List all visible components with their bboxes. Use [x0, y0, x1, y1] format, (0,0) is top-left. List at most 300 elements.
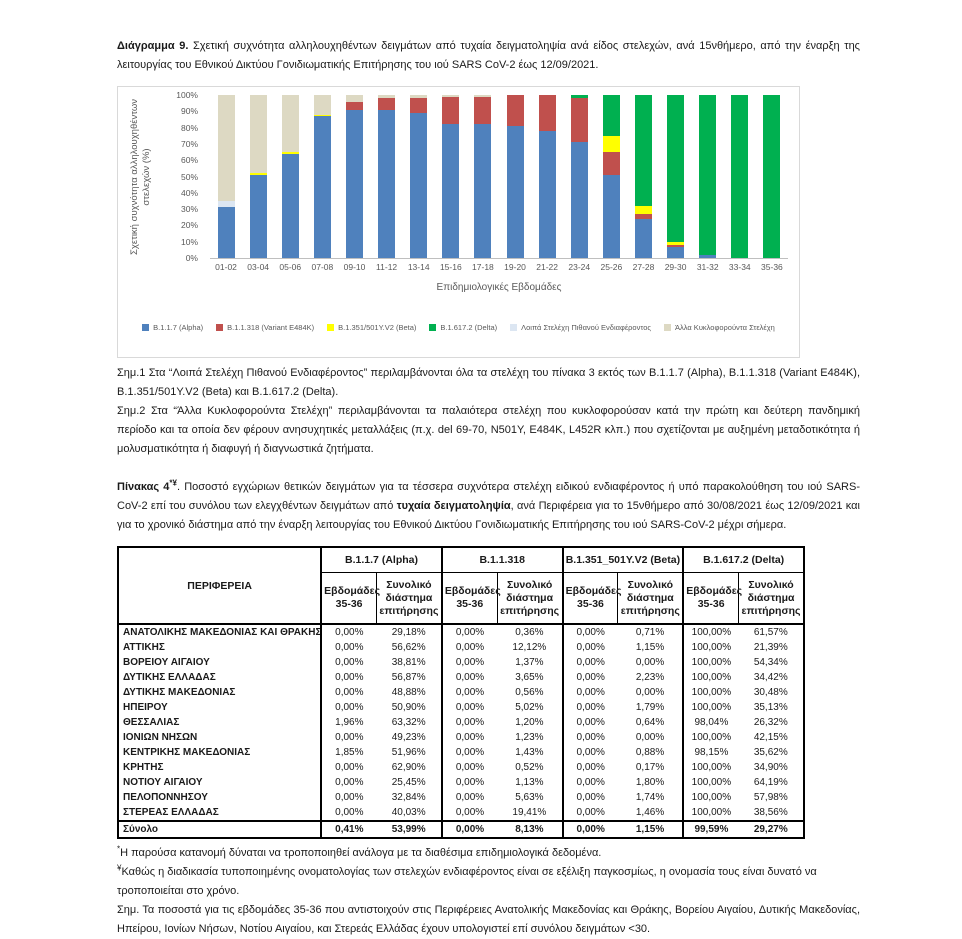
x-tick-label: 21-22 [536, 262, 559, 272]
bar-segment [250, 175, 267, 258]
bar-segment [635, 206, 652, 214]
region-cell: ΑΤΤΙΚΗΣ [123, 642, 165, 653]
stacked-bar-05-06 [282, 95, 299, 258]
bar-segment [474, 124, 491, 258]
table-row [118, 745, 804, 760]
table-row [118, 730, 804, 745]
value-cell: 0,00% [442, 640, 497, 655]
stacked-bar-35-36 [763, 95, 780, 258]
value-cell: 62,90% [391, 762, 426, 773]
legend-swatch [429, 324, 436, 331]
bar-segment [539, 95, 556, 131]
value-cell: 0,00% [442, 624, 497, 640]
table-row [118, 624, 804, 640]
value-cell: 0,00% [321, 685, 376, 700]
legend-label: Άλλα Κυκλοφορούντα Στελέχη [675, 323, 775, 332]
table-row [118, 760, 804, 775]
region-cell: ΘΕΣΣΑΛΙΑΣ [123, 717, 180, 728]
value-cell: 0,00% [321, 700, 376, 715]
figure-note-2: Σημ.2 Στα “Άλλα Κυκλοφορούντα Στελέχη” περιλαμβάνονται τα παλαιότερα στελέχη που κυκλοφορούσαν κατά την πρώτη και δεύτερη πανδημική περίοδο και τα οποία δεν φέρουν ανησυχητικές μεταλλάξεις (π.χ. del 69-70, N501Y, E484K, L452R κλπ.) που σχετίζονται με αυξημένη μεταδοτικότητα ή μολυσματικότητα ή διαφυγή ή διαγνωστικά ζητήματα. [117, 405, 860, 455]
bar-slot-11-12 [371, 95, 403, 258]
value-cell: 0,00% [321, 640, 376, 655]
footnote-note: Σημ. Τα ποσοστά για τις εβδομάδες 35-36 που αντιστοιχούν στις Περιφέρειες Ανατολικής Μακεδονίας και Θράκης, Βορείου Αιγαίου, Δυτικής Μακεδονίας, Ηπείρου, Ιονίων Νήσων, Νοτίου Αιγαίου, και Στερεάς Ελλάδας έχουν υπολογιστεί επί συνόλου δειγμάτων <30. [117, 904, 860, 935]
regions-variants-table [117, 546, 805, 839]
value-cell: 0,64% [635, 717, 665, 728]
region-cell: ΠΕΛΟΠΟΝΝΗΣΟΥ [123, 792, 208, 803]
value-cell: 98,15% [683, 745, 738, 760]
bar-segment [218, 207, 235, 258]
value-cell: 34,90% [753, 762, 788, 773]
bar-slot-15-16 [435, 95, 467, 258]
value-cell: 26,32% [753, 717, 788, 728]
value-cell: 12,12% [512, 642, 547, 653]
table-caption-sup: *¥ [169, 478, 177, 488]
value-cell: 0,00% [563, 790, 618, 805]
value-cell: 0,00% [442, 805, 497, 821]
value-cell: 0,00% [442, 685, 497, 700]
value-cell: 0,00% [635, 732, 665, 743]
value-cell: 42,15% [753, 732, 788, 743]
value-cell: 29,18% [391, 627, 426, 638]
bar-segment [346, 110, 363, 258]
x-tick-label: 31-32 [696, 262, 719, 272]
value-cell: 100,00% [683, 700, 738, 715]
table-caption [117, 478, 860, 535]
legend-item [216, 323, 314, 332]
value-cell: 0,00% [563, 655, 618, 670]
stacked-bar-15-16 [442, 95, 459, 258]
stacked-bar-27-28 [635, 95, 652, 258]
legend-item [142, 323, 203, 332]
value-cell: 40,03% [391, 807, 426, 818]
bar-segment [442, 97, 459, 125]
value-cell: 0,00% [442, 670, 497, 685]
value-cell: 0,17% [635, 762, 665, 773]
bar-slot-09-10 [338, 95, 370, 258]
bar-slot-07-08 [306, 95, 338, 258]
value-cell: 64,19% [753, 777, 788, 788]
stacked-bar-31-32 [699, 95, 716, 258]
y-tick-label: 90% [180, 106, 198, 117]
footnotes [117, 844, 860, 939]
x-tick-label: 09-10 [343, 262, 366, 272]
bar-segment [474, 97, 491, 125]
x-tick-label: 19-20 [504, 262, 526, 272]
bar-slot-03-04 [242, 95, 274, 258]
legend-label: B.1.1.318 (Variant E484K) [227, 323, 315, 332]
x-tick-label: 35-36 [761, 262, 783, 272]
value-cell: 0,00% [442, 821, 497, 838]
value-cell: 100,00% [683, 655, 738, 670]
bar-slot-23-24 [563, 95, 595, 258]
value-cell: 100,00% [683, 760, 738, 775]
bar-segment [603, 136, 620, 152]
legend-swatch [664, 324, 671, 331]
value-cell: 0,00% [442, 790, 497, 805]
table-row [118, 685, 804, 700]
bar-segment [218, 95, 235, 201]
x-tick-label: 05-06 [279, 262, 302, 272]
bar-segment [635, 219, 652, 258]
x-tick-label: 23-24 [568, 262, 591, 272]
value-cell: 56,62% [391, 642, 426, 653]
y-tick-label: 0% [185, 253, 198, 263]
value-cell: 1,37% [515, 657, 544, 668]
bar-segment [603, 95, 620, 136]
value-cell: 100,00% [683, 640, 738, 655]
value-cell: 35,62% [753, 747, 788, 758]
stacked-bar-03-04 [250, 95, 267, 258]
stacked-bar-17-18 [474, 95, 491, 258]
value-cell: 0,00% [321, 805, 376, 821]
bar-segment [763, 95, 780, 258]
bar-slot-35-36 [756, 95, 788, 258]
subheader-total-period: Συνολικό διάστημα επιτήρησης [376, 573, 441, 625]
stacked-bar-09-10 [346, 95, 363, 258]
value-cell: 0,00% [321, 790, 376, 805]
x-tick-label: 01-02 [215, 262, 237, 272]
subheader-total-period: Συνολικό διάστημα επιτήρησης [739, 573, 804, 625]
value-cell: 0,00% [442, 730, 497, 745]
subheader-weeks: Εβδομάδες 35-36 [442, 573, 497, 625]
value-cell: 54,34% [753, 657, 788, 668]
figure-caption-text: Σχετική συχνότητα αλληλουχηθέντων δειγμάτων από τυχαία δειγματοληψία ανά είδος στελεχών, ανά 15νθήμερο, από την έναρξη της λειτουργίας του Εθνικού Δικτύου Γονιδιωματικής Επιτήρησης του ιού SARS CoV-2 έως 12/09/2021. [117, 40, 860, 71]
bar-slot-19-20 [499, 95, 531, 258]
bar-segment [571, 98, 588, 142]
value-cell: 0,88% [635, 747, 665, 758]
subheader-weeks: Εβδομάδες 35-36 [683, 573, 738, 625]
region-cell: ΣΤΕΡΕΑΣ ΕΛΛΑΔΑΣ [123, 807, 219, 818]
bar-slot-25-26 [595, 95, 627, 258]
subheader-weeks: Εβδομάδες 35-36 [563, 573, 618, 625]
table-total-row [118, 821, 804, 838]
value-cell: 1,15% [618, 821, 683, 838]
value-cell: 0,00% [563, 715, 618, 730]
value-cell: 63,32% [391, 717, 426, 728]
stacked-bar-11-12 [378, 95, 395, 258]
table-row [118, 775, 804, 790]
value-cell: 0,00% [321, 730, 376, 745]
value-cell: 0,00% [635, 657, 665, 668]
footnote-asterisk-marker: * [117, 844, 121, 854]
bar-segment [314, 95, 331, 115]
y-tick-label: 60% [180, 155, 198, 166]
table-row [118, 790, 804, 805]
y-tick-label: 50% [180, 171, 198, 182]
value-cell: 0,00% [442, 745, 497, 760]
bar-segment [699, 255, 716, 258]
x-tick-label: 15-16 [439, 262, 462, 272]
value-cell: 1,46% [635, 807, 665, 818]
bar-segment [442, 124, 459, 258]
legend-swatch [142, 324, 149, 331]
value-cell: 0,56% [515, 687, 544, 698]
plot-area [210, 95, 788, 259]
value-cell: 38,81% [391, 657, 426, 668]
bar-segment [731, 95, 748, 258]
y-tick-label: 30% [180, 204, 198, 215]
value-cell: 0,00% [321, 760, 376, 775]
region-cell: ΚΕΝΤΡΙΚΗΣ ΜΑΚΕΔΟΝΙΑΣ [123, 747, 251, 758]
x-tick-label: 25-26 [600, 262, 623, 272]
x-tick-label: 11-12 [376, 262, 398, 272]
bar-slot-01-02 [210, 95, 242, 258]
value-cell: 3,65% [515, 672, 544, 683]
legend-label: Λοιπά Στελέχη Πιθανού Ενδιαφέροντος [521, 323, 651, 332]
value-cell: 0,00% [321, 655, 376, 670]
bar-slot-31-32 [692, 95, 724, 258]
table-caption-label: Πίνακας 4 [117, 481, 170, 493]
table-row [118, 700, 804, 715]
table-body [118, 624, 804, 838]
value-cell: 0,00% [563, 730, 618, 745]
y-tick-label: 100% [176, 90, 198, 100]
bar-slot-05-06 [274, 95, 306, 258]
value-cell: 0,41% [321, 821, 376, 838]
footnote-yen [117, 863, 860, 901]
stacked-bar-13-14 [410, 95, 427, 258]
legend-item [664, 323, 775, 332]
group-header-alpha: B.1.1.7 (Alpha) [321, 547, 442, 573]
value-cell: 0,00% [442, 700, 497, 715]
x-tick-label: 17-18 [472, 262, 494, 272]
value-cell: 0,00% [321, 624, 376, 640]
legend-item [429, 323, 497, 332]
bar-segment [667, 95, 684, 242]
value-cell: 49,23% [391, 732, 426, 743]
x-tick-label: 27-28 [632, 262, 655, 272]
value-cell: 61,57% [753, 627, 788, 638]
table-caption-text-2: , ανά Περιφέρεια για το 15νθήμερο από 30/08/2021 έως 12/09/2021 και για το χρονικό διάστημα από την έναρξη λειτουργίας του Εθνικού Δικτύου Γονιδιωματικής Επιτήρησης του ιού SARS-CoV-2 μέχρι σήμερα. [117, 500, 860, 531]
value-cell: 0,00% [442, 715, 497, 730]
table-row [118, 670, 804, 685]
bar-segment [603, 152, 620, 175]
value-cell: 1,23% [515, 732, 544, 743]
value-cell: 57,98% [753, 792, 788, 803]
bar-segment [378, 98, 395, 109]
value-cell: 48,88% [391, 687, 426, 698]
bar-segment [571, 142, 588, 258]
value-cell: 0,00% [321, 670, 376, 685]
subheader-total-period: Συνολικό διάστημα επιτήρησης [497, 573, 562, 625]
bar-slot-13-14 [403, 95, 435, 258]
legend-swatch [327, 324, 334, 331]
footnote-asterisk-text: Η παρούσα κατανομή δύναται να τροποποιηθεί ανάλογα με τα διαθέσιμα επιδημιολογικά δεδομένα. [120, 847, 602, 859]
bar-slot-17-18 [467, 95, 499, 258]
value-cell: 0,00% [563, 685, 618, 700]
y-tick-label: 40% [180, 187, 198, 198]
bar-segment [507, 95, 524, 126]
stacked-bar-07-08 [314, 95, 331, 258]
bar-slot-21-22 [531, 95, 563, 258]
bar-segment [250, 95, 267, 173]
bar-segment [635, 95, 652, 206]
bar-segment [346, 102, 363, 110]
region-cell: ΗΠΕΙΡΟΥ [123, 702, 168, 713]
bar-segment [539, 131, 556, 258]
stacked-bar-chart [117, 86, 800, 358]
value-cell: 0,00% [321, 775, 376, 790]
y-axis-title: Σχετική συχνότητα αλληλουχηθέντων στελεχών (%) [129, 98, 152, 256]
value-cell: 0,00% [442, 775, 497, 790]
value-cell: 2,23% [635, 672, 665, 683]
bar-segment [699, 95, 716, 255]
legend-item [510, 323, 651, 332]
chart-legend [124, 323, 793, 332]
table-caption-bold: τυχαία δειγματοληψία [396, 500, 511, 512]
value-cell: 56,87% [391, 672, 426, 683]
x-tick-label: 03-04 [247, 262, 270, 272]
value-cell: 34,42% [753, 672, 788, 683]
figure-note-1: Σημ.1 Στα “Λοιπά Στελέχη Πιθανού Ενδιαφέροντος” περιλαμβάνονται όλα τα στελέχη του πίνακα 3 εκτός των B.1.1.7 (Alpha), B.1.1.318 (Variant E484K), B.1.351/501Y.V2 (Beta) και B.1.617.2 (Delta). [117, 367, 860, 398]
value-cell: 50,90% [391, 702, 426, 713]
value-cell: 1,85% [321, 745, 376, 760]
value-cell: 35,13% [753, 702, 788, 713]
value-cell: 0,52% [515, 762, 544, 773]
value-cell: 0,00% [563, 821, 618, 838]
value-cell: 0,00% [563, 670, 618, 685]
table-row [118, 805, 804, 821]
bar-segment [282, 154, 299, 258]
value-cell: 8,13% [497, 821, 562, 838]
value-cell: 0,36% [515, 627, 544, 638]
y-axis-ticks [118, 90, 204, 263]
value-cell: 1,96% [321, 715, 376, 730]
value-cell: 1,80% [635, 777, 665, 788]
value-cell: 100,00% [683, 805, 738, 821]
value-cell: 0,00% [563, 700, 618, 715]
table-row [118, 715, 804, 730]
footnote-yen-text: Καθώς η διαδικασία τυποποιημένης ονοματολογίας των στελεχών ενδιαφέροντος είναι σε εξέλιξη παγκοσμίως, η ονομασία τους είναι δυνατό να τροποποιείται στο χρόνο. [117, 866, 817, 897]
value-cell: 5,63% [515, 792, 544, 803]
value-cell: 100,00% [683, 670, 738, 685]
legend-label: B.1.351/501Y.V2 (Beta) [338, 323, 417, 332]
footnote-asterisk [117, 844, 860, 863]
stacked-bar-01-02 [218, 95, 235, 258]
value-cell: 29,27% [739, 821, 804, 838]
bar-slot-29-30 [660, 95, 692, 258]
subheader-weeks: Εβδομάδες 35-36 [321, 573, 376, 625]
subheader-total-period: Συνολικό διάστημα επιτήρησης [618, 573, 683, 625]
value-cell: 0,00% [563, 624, 618, 640]
value-cell: 0,00% [563, 760, 618, 775]
value-cell: 5,02% [515, 702, 544, 713]
value-cell: 1,74% [635, 792, 665, 803]
bar-segment [507, 126, 524, 258]
region-cell: ΔΥΤΙΚΗΣ ΕΛΛΑΔΑΣ [123, 672, 216, 683]
region-cell: ΑΝΑΤΟΛΙΚΗΣ ΜΑΚΕΔΟΝΙΑΣ ΚΑΙ ΘΡΑΚΗΣ [123, 627, 322, 638]
x-tick-label: 29-30 [664, 262, 687, 272]
legend-label: B.1.617.2 (Delta) [440, 323, 498, 332]
stacked-bar-25-26 [603, 95, 620, 258]
x-axis-title: Επιδημιολογικές Εβδομάδες [436, 282, 562, 293]
legend-swatch [216, 324, 223, 331]
legend-item [327, 323, 416, 332]
value-cell: 1,20% [515, 717, 544, 728]
table-row [118, 655, 804, 670]
value-cell: 51,96% [391, 747, 426, 758]
group-header-delta: B.1.617.2 (Delta) [683, 547, 804, 573]
group-header-beta: B.1.351_501Y.V2 (Beta) [563, 547, 684, 573]
value-cell: 0,00% [563, 640, 618, 655]
figure-caption [117, 37, 860, 75]
column-header-region: ΠΕΡΙΦΕΡΕΙΑ [118, 547, 321, 624]
value-cell: 100,00% [683, 624, 738, 640]
value-cell: 0,00% [563, 805, 618, 821]
value-cell: 100,00% [683, 790, 738, 805]
x-tick-label: 13-14 [407, 262, 430, 272]
y-tick-label: 70% [180, 138, 198, 149]
value-cell: 1,15% [635, 642, 665, 653]
bar-segment [410, 98, 427, 113]
bar-segment [378, 110, 395, 258]
value-cell: 1,79% [635, 702, 665, 713]
bar-segment [410, 113, 427, 258]
report-page [117, 26, 860, 939]
value-cell: 19,41% [512, 807, 547, 818]
group-header-b11318: B.1.1.318 [442, 547, 563, 573]
value-cell: 30,48% [753, 687, 788, 698]
value-cell: 0,00% [442, 655, 497, 670]
bar-slot-33-34 [724, 95, 756, 258]
stacked-bar-23-24 [571, 95, 588, 258]
value-cell: 0,00% [442, 760, 497, 775]
region-cell: ΚΡΗΤΗΣ [123, 762, 164, 773]
value-cell: 0,00% [635, 687, 665, 698]
region-cell: ΝΟΤΙΟΥ ΑΙΓΑΙΟΥ [123, 777, 203, 788]
value-cell: 0,00% [563, 775, 618, 790]
value-cell: 1,43% [515, 747, 544, 758]
figure-caption-label: Διάγραμμα 9. [117, 40, 189, 52]
y-tick-label: 10% [180, 236, 198, 247]
value-cell: 1,13% [515, 777, 544, 788]
x-tick-label: 07-08 [311, 262, 334, 272]
region-cell: ΔΥΤΙΚΗΣ ΜΑΚΕΔΟΝΙΑΣ [123, 687, 236, 698]
region-cell: ΙΟΝΙΩΝ ΝΗΣΩΝ [123, 732, 198, 743]
table-caption-text-1: . Ποσοστό εγχώριων θετικών δειγμάτων για τα τέσσερα συχνότερα στελέχη ειδικού ενδιαφέροντος ή υπό παρακολούθηση του ιού SARS-CoV-2 επί του συνόλου των ελεγχθέντων δειγμάτων από [117, 481, 860, 512]
bar-segment [603, 175, 620, 258]
value-cell: 0,00% [563, 745, 618, 760]
value-cell: 32,84% [391, 792, 426, 803]
stacked-bar-29-30 [667, 95, 684, 258]
bar-slot-27-28 [627, 95, 659, 258]
legend-label: B.1.1.7 (Alpha) [153, 323, 204, 332]
value-cell: 100,00% [683, 775, 738, 790]
x-tick-label: 33-34 [728, 262, 751, 272]
value-cell: 100,00% [683, 685, 738, 700]
value-cell: 53,99% [376, 821, 441, 838]
bar-segment [314, 116, 331, 258]
region-cell: ΒΟΡΕΙΟΥ ΑΙΓΑΙΟΥ [123, 657, 210, 668]
bar-segment [282, 95, 299, 152]
value-cell: 99,59% [683, 821, 738, 838]
y-tick-label: 20% [180, 220, 198, 231]
region-cell: Σύνολο [118, 821, 321, 838]
legend-swatch [510, 324, 517, 331]
stacked-bar-19-20 [507, 95, 524, 258]
x-axis-ticks [210, 262, 788, 272]
value-cell: 0,71% [635, 627, 665, 638]
bar-segment [667, 247, 684, 258]
value-cell: 98,04% [683, 715, 738, 730]
value-cell: 38,56% [753, 807, 788, 818]
figure-notes [117, 364, 860, 459]
footnote-yen-marker: ¥ [117, 863, 122, 873]
value-cell: 100,00% [683, 730, 738, 745]
value-cell: 25,45% [391, 777, 426, 788]
value-cell: 21,39% [753, 642, 788, 653]
stacked-bar-21-22 [539, 95, 556, 258]
